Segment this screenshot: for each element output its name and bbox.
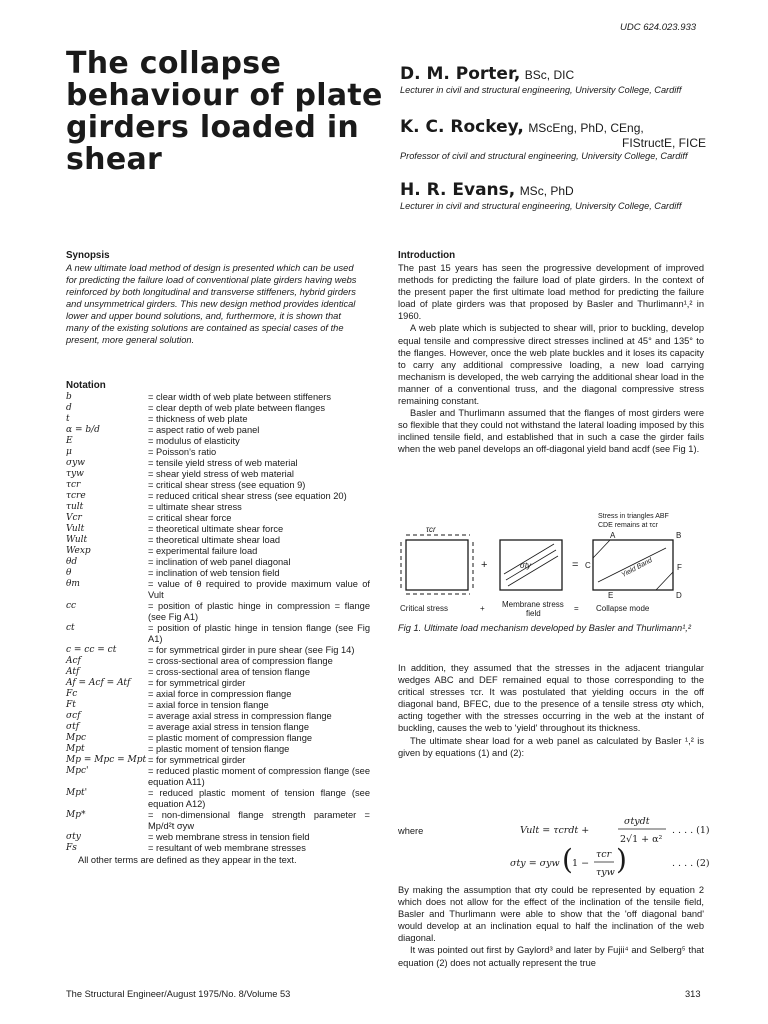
label-collapse: Collapse mode: [596, 604, 650, 613]
introduction-final: [398, 884, 704, 969]
author-role: Lecturer in civil and structural engineering, University College, Cardiff: [400, 201, 682, 211]
notation-section: [66, 380, 371, 866]
paragraph: The ultimate shear load for a web panel as calculated by Basler ¹,² is given by equations (1) and (2):: [398, 735, 704, 758]
notation-definition: = resultant of web membrane stresses: [148, 843, 306, 853]
notation-row: [66, 810, 370, 832]
notation-row: [66, 535, 370, 546]
notation-row: [66, 458, 370, 469]
critical-stress-panel: [406, 540, 468, 590]
author-role: Professor of civil and structural engineering, University College, Cardiff: [400, 151, 688, 161]
notation-symbol: Mpt': [66, 788, 88, 798]
notation-row: [66, 524, 370, 535]
author-quals: MSc, PhD: [519, 184, 574, 198]
notation-symbol: μ: [66, 447, 72, 457]
label-equals: =: [574, 604, 579, 613]
notation-row: [66, 403, 370, 414]
eq1-lhs: Vult = τcrdt +: [520, 825, 590, 836]
figure-annotation-line2: CDE remains at τcr: [598, 522, 658, 529]
notation-symbol: σtf: [66, 722, 80, 732]
label-critical-stress: Critical stress: [400, 604, 449, 613]
paragraph: It was pointed out first by Gaylord³ and later by Fujii⁴ and Selberg⁵ that equation (2) does not actually represent the true: [398, 945, 704, 968]
notation-definition: = thickness of web plate: [148, 414, 248, 424]
notation-symbol: α = b/d: [66, 425, 100, 435]
notation-symbol: θd: [66, 557, 78, 567]
figure-1: [398, 510, 704, 618]
introduction: [398, 250, 704, 456]
notation-symbol: Wexp: [66, 546, 91, 556]
eq2-denominator: τyw: [596, 867, 615, 878]
notation-symbol: Fs: [66, 843, 77, 853]
notation-row: [66, 667, 370, 678]
equation-2: [510, 845, 710, 884]
author-name: K. C. Rockey,: [400, 117, 524, 137]
notation-definition: = value of θ required to provide maximum value of Vult: [148, 579, 370, 600]
notation-row: [66, 700, 370, 711]
notation-row: [66, 513, 370, 524]
notation-symbol: ct: [66, 623, 75, 633]
author-quals: MScEng, PhD, CEng,: [528, 121, 644, 135]
collapse-mode-panel: [593, 540, 673, 590]
notation-row: [66, 722, 370, 733]
notation-heading: Notation: [66, 380, 106, 391]
notation-definition: = for symmetrical girder: [148, 678, 246, 688]
notation-definition: = inclination of web panel diagonal: [148, 557, 291, 567]
notation-definition: = clear depth of web plate between flanges: [148, 403, 326, 413]
notation-row: [66, 480, 370, 491]
paragraph: A web plate which is subjected to shear will, prior to buckling, develop equal tensile and compressive direct stresses inclined at 45° and 135° to the flanges. However, once the web plate buckles and it loses its capacity to carry any additional compressive loading, a new load carrying mechanism is developed, the web carrying the additional shear load in the manner of a conventional truss, and the diagonal compressive stress remaining constant.: [398, 323, 704, 407]
notation-definition: = aspect ratio of web panel: [148, 425, 260, 435]
notation-row: [66, 557, 370, 568]
corner-e: E: [608, 591, 614, 600]
notation-row: [66, 744, 370, 755]
eq1-denominator: 2√1 + α²: [620, 834, 663, 845]
notation-symbol: Wult: [66, 535, 88, 545]
notation-symbol: Ft: [66, 700, 76, 710]
udc-code: UDC 624.023.933: [620, 22, 697, 33]
notation-symbol: τcr: [66, 480, 81, 490]
author-role: Lecturer in civil and structural engineering, University College, Cardiff: [400, 85, 682, 95]
introduction-continued: [398, 662, 704, 759]
notation-symbol: E: [66, 436, 73, 446]
eq1-numerator: σtydt: [624, 816, 650, 827]
notation-footnote: All other terms are defined as they appear in the text.: [78, 855, 297, 865]
notation-row: [66, 392, 370, 403]
eq2-lhs: σty = σyw: [510, 858, 560, 869]
notation-definition: = for symmetrical girder: [148, 755, 246, 765]
figure-1-caption: Fig 1. Ultimate load mechanism developed by Basler and Thurlimann¹,²: [398, 623, 691, 633]
author-quals: BSc, DIC: [524, 68, 575, 82]
notation-definition: = axial force in compression flange: [148, 689, 292, 699]
notation-symbol: θm: [66, 579, 80, 589]
notation-definition: = clear width of web plate between stiffeners: [148, 392, 332, 402]
notation-row: [66, 711, 370, 722]
notation-symbol: Atf: [66, 667, 80, 677]
notation-symbol: cc: [66, 601, 77, 611]
notation-definition: = position of plastic hinge in tension flange (see Fig A1): [148, 623, 370, 644]
notation-symbol: Acf: [66, 656, 81, 666]
notation-symbol: σcf: [66, 711, 81, 721]
corner-d: D: [676, 591, 682, 600]
notation-symbol: t: [66, 414, 70, 424]
notation-definition: = reduced plastic moment of tension flange (see equation A12): [148, 788, 370, 809]
notation-row: [66, 414, 370, 425]
notation-definition: = cross-sectional area of tension flange: [148, 667, 311, 677]
notation-row: [66, 425, 370, 436]
notation-definition: = average axial stress in compression flange: [148, 711, 332, 721]
notation-row: [66, 645, 370, 656]
notation-symbol: Vult: [66, 524, 85, 534]
notation-definition: = plastic moment of compression flange: [148, 733, 313, 743]
notation-table: [66, 392, 370, 854]
author-quals-continued: FIStructE, FICE: [621, 136, 706, 150]
notation-symbol: σyw: [66, 458, 85, 468]
notation-row: [66, 843, 370, 854]
notation-row: [66, 678, 370, 689]
notation-definition: = theoretical ultimate shear load: [148, 535, 281, 545]
notation-definition: = web membrane stress in tension field: [148, 832, 310, 842]
synopsis: [66, 250, 366, 346]
notation-definition: = inclination of web tension field: [148, 568, 280, 578]
yield-band-label: Yield Band: [620, 557, 654, 580]
notation-definition: = tensile yield stress of web material: [148, 458, 298, 468]
notation-row: [66, 491, 370, 502]
notation-definition: = cross-sectional area of compression flange: [148, 656, 333, 666]
notation-row: [66, 788, 370, 810]
notation-symbol: Mp*: [66, 810, 86, 820]
notation-definition: = reduced plastic moment of compression flange (see equation A11): [148, 766, 370, 787]
notation-row: [66, 436, 370, 447]
notation-symbol: Mpt: [66, 744, 85, 754]
label-membrane-field: field: [526, 609, 541, 618]
notation-row: [66, 601, 370, 623]
figure-tau-label: τcr: [426, 525, 436, 534]
author-name: D. M. Porter,: [400, 64, 521, 84]
synopsis-text: A new ultimate load method of design is presented which can be used for predicting the failure load of conventional plate girders having webs reinforced by both longitudinal and transverse stiffeners, hybrid girders and unsymmetrical girders. This new design method provides identical lower and upper bound solutions, and, furthermore, it is shown that many of the existing solutions are contained as special cases of the present, more general solution.: [66, 263, 357, 345]
paragraph: By making the assumption that σty could be represented by equation 2 which does not allow for the effect of the inclination of the tensile field, Basler and Thurlimann were able to show that the 'off diagonal band' would develop at an inclination equal to half the inclination of the web diagonal.: [398, 885, 704, 944]
notation-symbol: τyw: [66, 469, 84, 479]
svg-text:): ): [616, 845, 627, 876]
notation-row: [66, 733, 370, 744]
svg-text:(: (: [562, 845, 573, 876]
notation-symbol: Af = Acf = Atf: [66, 678, 131, 688]
notation-definition: = average axial stress in tension flange: [148, 722, 309, 732]
eq2-one: 1 −: [572, 858, 590, 869]
figure-equals: =: [572, 559, 579, 571]
notation-row: [66, 755, 370, 766]
where-label: where: [398, 826, 424, 836]
notation-symbol: τult: [66, 502, 84, 512]
figure-sigma-label: σty: [520, 561, 532, 570]
notation-row: [66, 447, 370, 458]
notation-row: [66, 568, 370, 579]
notation-row: [66, 623, 370, 645]
corner-b: B: [676, 531, 682, 540]
paragraph: Basler and Thurlimann assumed that the flanges of most girders were so flexible that they could not withstand the lateral loading imposed by this inclined tensile field, and established that in such a case the girder fails when the web panel develops an off-diagonal yield band acdf (see Fig 1).: [398, 408, 704, 455]
synopsis-heading: Synopsis: [66, 250, 110, 261]
notation-row: [66, 502, 370, 513]
notation-symbol: Mpc: [66, 733, 87, 743]
notation-definition: = axial force in tension flange: [148, 700, 269, 710]
corner-c: C: [585, 561, 591, 570]
notation-row: [66, 469, 370, 480]
author-porter: [400, 64, 706, 96]
notation-row: [66, 546, 370, 557]
notation-symbol: σty: [66, 832, 81, 842]
notation-row: [66, 766, 370, 788]
page-number: 313: [685, 989, 701, 999]
figure-annotation-line1: Stress in triangles ABF: [598, 513, 669, 520]
notation-definition: = critical shear force: [148, 513, 232, 523]
label-membrane: Membrane stress: [502, 600, 564, 609]
notation-symbol: d: [66, 403, 72, 413]
notation-symbol: c = cc = ct: [66, 645, 117, 655]
paragraph: In addition, they assumed that the stresses in the adjacent triangular wedges ABC and DEF remained equal to those corresponding to the critical stresses τcr. It was postulated that yielding occurs in the off diagonal band, BFEC, due to the presence of a tensile stress σty which, acting together with the stresses occurring in the web at the instant of buckling, causes the web to 'yield' throughout its thickness.: [398, 663, 704, 734]
notation-row: [66, 689, 370, 700]
notation-definition: = experimental failure load: [148, 546, 258, 556]
notation-row: [66, 656, 370, 667]
notation-symbol: θ: [66, 568, 72, 578]
introduction-heading: Introduction: [398, 250, 456, 261]
notation-definition: = Poisson's ratio: [148, 447, 217, 457]
label-plus: +: [480, 604, 485, 613]
notation-symbol: Mp = Mpc = Mpt: [66, 755, 147, 765]
eq1-number: . . . . (1): [672, 825, 710, 836]
notation-symbol: τcre: [66, 491, 86, 501]
notation-definition: = shear yield stress of web material: [148, 469, 294, 479]
notation-symbol: Vcr: [66, 513, 82, 523]
notation-definition: = modulus of elasticity: [148, 436, 240, 446]
figure-plus: +: [481, 559, 488, 571]
notation-row: [66, 832, 370, 843]
author-rockey: [400, 117, 706, 162]
author-evans: [400, 180, 706, 212]
notation-definition: = reduced critical shear stress (see equation 20): [148, 491, 347, 501]
corner-f: F: [677, 563, 682, 572]
notation-definition: = position of plastic hinge in compression = flange (see Fig A1): [148, 601, 370, 622]
journal-footer: The Structural Engineer/August 1975/No. 8/Volume 53: [66, 989, 291, 999]
figure-1-drawing: [398, 510, 704, 618]
notation-definition: = for symmetrical girder in pure shear (see Fig 14): [148, 645, 355, 655]
corner-a: A: [610, 531, 616, 540]
notation-definition: = theoretical ultimate shear force: [148, 524, 284, 534]
paragraph: The past 15 years has seen the progressive development of improved methods for predicting the failure load of plate girders. In the context of the present paper the first ultimate load method for predicting the failure load of plate girders was that proposed by Basler and Thurlimann¹,² in 1960.: [398, 263, 704, 322]
notation-definition: = non-dimensional flange strength parameter = Mp/d²t σyw: [148, 810, 370, 831]
notation-definition: = ultimate shear stress: [148, 502, 242, 512]
author-name: H. R. Evans,: [400, 180, 516, 200]
notation-symbol: Mpc': [66, 766, 89, 776]
notation-symbol: b: [66, 392, 72, 402]
paper-title: The collapse behaviour of plate girders loaded in shear: [66, 46, 383, 177]
notation-symbol: Fc: [66, 689, 78, 699]
notation-definition: = plastic moment of tension flange: [148, 744, 290, 754]
notation-row: [66, 579, 370, 601]
eq2-numerator: τcr: [596, 849, 612, 860]
eq2-number: . . . . (2): [672, 858, 710, 869]
notation-definition: = critical shear stress (see equation 9): [148, 480, 306, 490]
